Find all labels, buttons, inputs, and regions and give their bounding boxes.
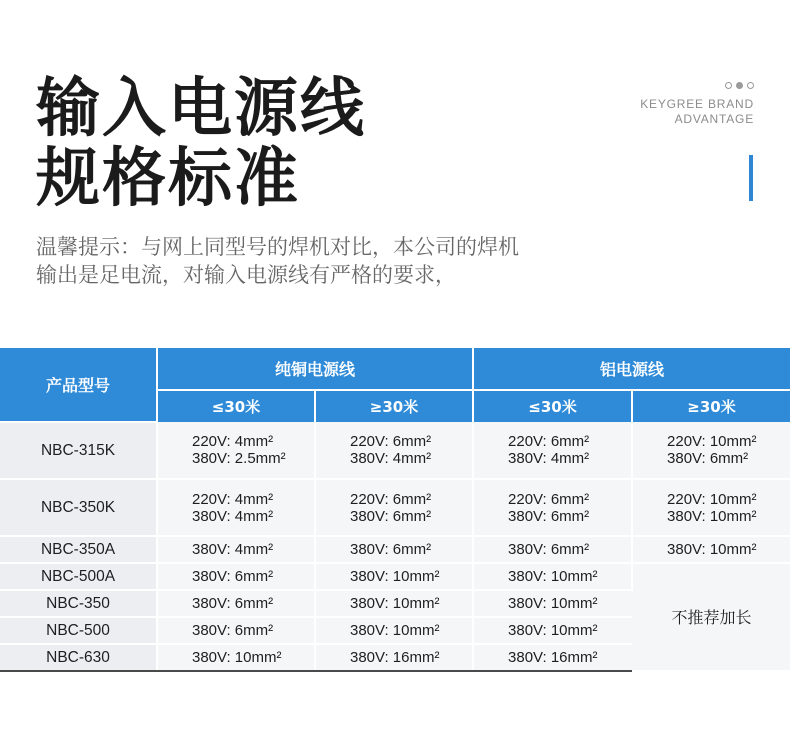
spec-line: 220V: 6mm² [350,490,432,508]
brand-tagline: ADVANTAGE [674,112,754,126]
title-line-1: 输入电源线 [36,72,366,146]
header-model: 产品型号 [0,348,157,422]
spec-cell: 380V: 16mm² [473,644,632,671]
dot-outline-icon [747,82,754,89]
dot-filled-icon [736,82,743,89]
cable-spec-table [0,348,790,672]
spec-cell [632,422,790,479]
subheader-aluminum-short: ≤30米 [473,390,632,422]
spec-cell: 380V: 10mm² [157,644,315,671]
spec-line: 380V: 6mm² [508,507,590,525]
spec-line: 220V: 6mm² [508,433,590,450]
spec-line: 220V: 4mm² [192,490,274,508]
title-line-2: 规格标准 [36,142,300,216]
spec-cell [473,479,632,536]
spec-cell: 380V: 10mm² [315,590,473,617]
page-title [36,74,366,214]
not-recommended-cell: 不推荐加长 [632,563,790,671]
spec-line: 380V: 6mm² [350,507,432,525]
spec-cell: 380V: 10mm² [632,536,790,563]
table-row [0,563,790,590]
spec-cell [473,422,632,479]
spec-cell [157,479,315,536]
note-line-1: 温馨提示：与网上同型号的焊机对比，本公司的焊机 [36,235,519,259]
spec-cell: 380V: 10mm² [315,617,473,644]
spec-line: 220V: 10mm² [667,433,757,450]
subheader-copper-long: ≥30米 [315,390,473,422]
spec-cell: 380V: 6mm² [157,590,315,617]
spec-cell: 380V: 10mm² [473,617,632,644]
brand-name: KEYGREE BRAND [640,97,754,111]
dot-outline-icon [725,82,732,89]
spec-cell [157,422,315,479]
model-cell: NBC-500A [0,563,157,590]
spec-cell: 380V: 6mm² [157,617,315,644]
spec-line: 220V: 10mm² [667,490,757,508]
spec-cell: 380V: 10mm² [473,590,632,617]
subheader-aluminum-long: ≥30米 [632,390,790,422]
spec-cell [315,422,473,479]
subheader-copper-short: ≤30米 [157,390,315,422]
spec-line: 220V: 6mm² [508,490,590,508]
note-line-2: 输出是足电流，对输入电源线有严格的要求， [36,263,456,287]
spec-cell: 380V: 16mm² [315,644,473,671]
spec-cell: 380V: 6mm² [473,536,632,563]
model-cell: NBC-350 [0,590,157,617]
model-cell: NBC-350A [0,536,157,563]
spec-cell: 380V: 4mm² [157,536,315,563]
header-aluminum: 铝电源线 [473,348,790,390]
table-row [0,536,790,563]
spec-line: 380V: 4mm² [350,450,432,467]
model-cell: NBC-630 [0,644,157,671]
spec-line: 380V: 2.5mm² [192,450,286,467]
spec-line: 220V: 6mm² [350,433,432,450]
spec-cell: 380V: 6mm² [157,563,315,590]
table-row [0,422,790,479]
header-copper: 纯铜电源线 [157,348,473,390]
table-row [0,479,790,536]
spec-cell: 380V: 6mm² [315,536,473,563]
dots-icon [640,82,754,89]
spec-cell [315,479,473,536]
spec-line: 220V: 4mm² [192,433,274,450]
model-cell: NBC-315K [0,422,157,479]
spec-line: 380V: 10mm² [667,507,757,525]
brand-block [640,82,754,127]
warm-tip-note [36,233,596,289]
model-cell: NBC-350K [0,479,157,536]
spec-cell [632,479,790,536]
spec-cell: 380V: 10mm² [315,563,473,590]
model-cell: NBC-500 [0,617,157,644]
accent-bar [749,155,753,201]
spec-line: 380V: 4mm² [508,450,590,467]
spec-line: 380V: 6mm² [667,450,749,467]
spec-line: 380V: 4mm² [192,507,274,525]
spec-cell: 380V: 10mm² [473,563,632,590]
